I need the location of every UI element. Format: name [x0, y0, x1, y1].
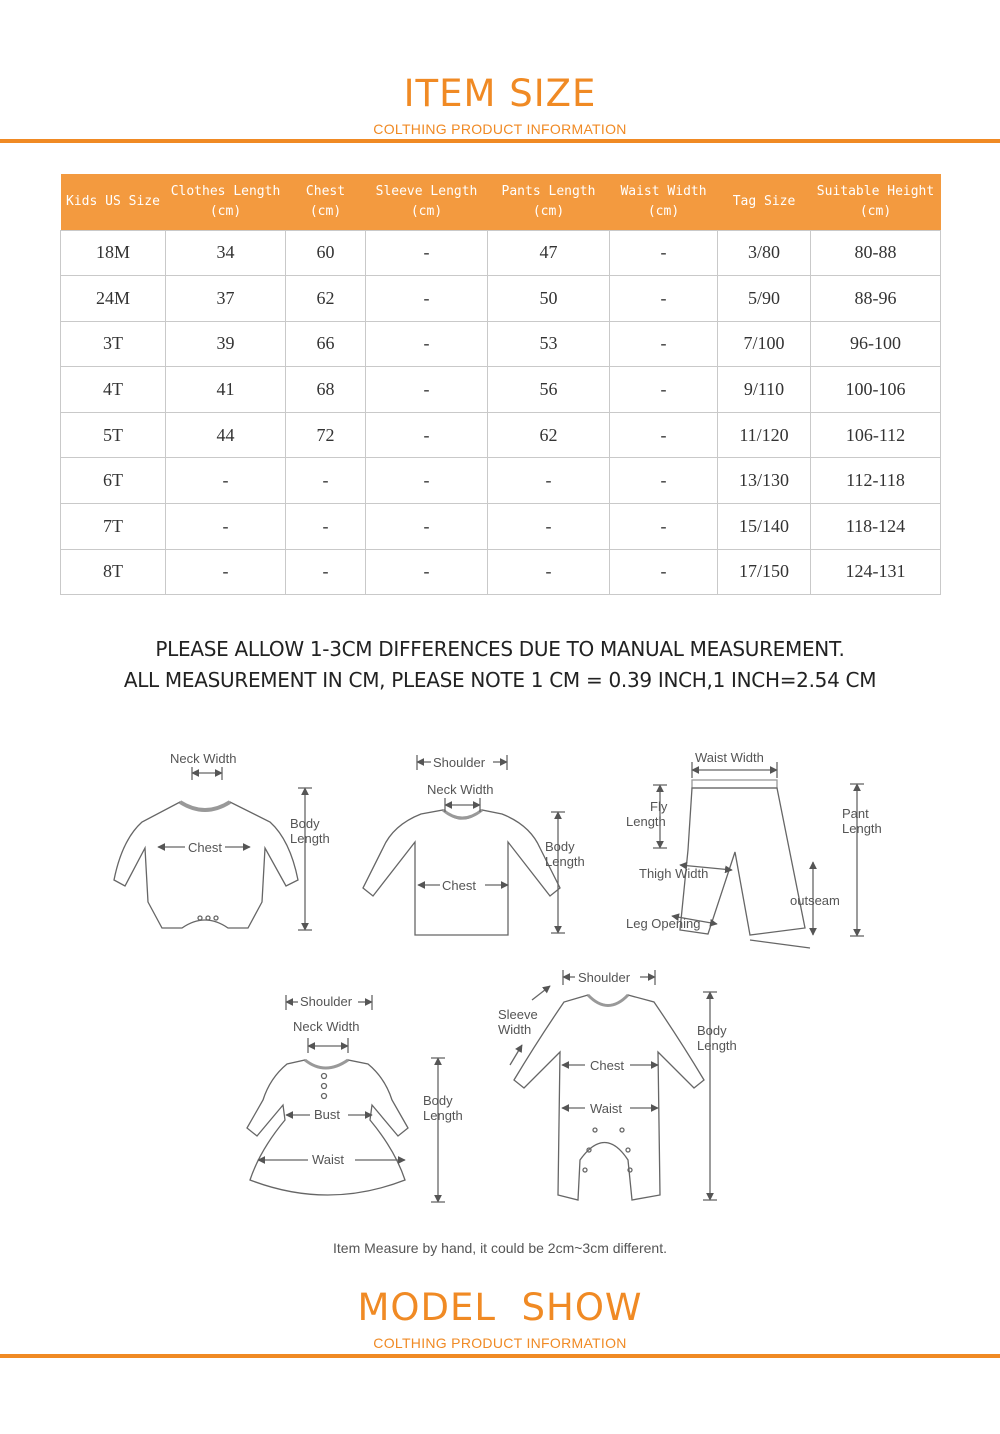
table-cell: 17/150 — [718, 549, 811, 595]
tshirt-shoulder-label: Shoulder — [433, 755, 486, 770]
table-cell: - — [166, 458, 286, 504]
tshirt-neck-label: Neck Width — [427, 782, 494, 797]
table-cell: - — [488, 458, 610, 504]
table-cell: 41 — [166, 367, 286, 413]
pants-waist-label: Waist Width — [695, 750, 764, 765]
table-cell: - — [610, 549, 718, 595]
item-size-header — [0, 72, 1000, 137]
pants-fly-label-2: Length — [626, 814, 666, 829]
header-suitable-height: Suitable Height (cm) — [811, 174, 941, 230]
table-cell: 8T — [61, 549, 166, 595]
header-waist-width: Waist Width (cm) — [610, 174, 718, 230]
table-cell: 100-106 — [811, 367, 941, 413]
table-header-row — [61, 174, 941, 230]
size-table — [60, 174, 941, 595]
table-cell: 96-100 — [811, 321, 941, 367]
table-cell: - — [286, 458, 366, 504]
table-cell: - — [366, 321, 488, 367]
table-cell: - — [610, 367, 718, 413]
table-cell: 80-88 — [811, 230, 941, 276]
table-cell: 34 — [166, 230, 286, 276]
table-row — [61, 230, 941, 276]
table-cell: - — [610, 412, 718, 458]
table-cell: - — [286, 549, 366, 595]
romper-chest-label: Chest — [590, 1058, 624, 1073]
bodysuit-chest-label: Chest — [188, 840, 222, 855]
dress-neck-label: Neck Width — [293, 1019, 360, 1034]
table-cell: 37 — [166, 276, 286, 322]
pants-thigh-label: Thigh Width — [639, 866, 709, 881]
table-cell: - — [610, 230, 718, 276]
romper-body-label-2: Length — [697, 1038, 737, 1053]
dress-body-label-1: Body — [423, 1093, 453, 1108]
measure-footnote: Item Measure by hand, it could be 2cm~3cm different. — [333, 1240, 667, 1256]
table-cell: 24M — [61, 276, 166, 322]
table-cell: - — [610, 321, 718, 367]
table-cell: - — [366, 504, 488, 550]
garment-diagrams-svg — [100, 740, 900, 1220]
table-cell: 7/100 — [718, 321, 811, 367]
table-cell: 106-112 — [811, 412, 941, 458]
dress-body-label-2: Length — [423, 1108, 463, 1123]
model-show-header — [0, 1286, 1000, 1351]
dress-shoulder-label: Shoulder — [300, 994, 353, 1009]
table-cell: 56 — [488, 367, 610, 413]
header-kids-us-size: Kids US Size — [61, 174, 166, 230]
pants-leg-label: Leg Opening — [626, 916, 701, 931]
orange-divider — [0, 139, 1000, 143]
bodysuit-neck-label: Neck Width — [170, 751, 237, 766]
table-cell: 62 — [286, 276, 366, 322]
table-row — [61, 367, 941, 413]
table-cell: - — [366, 549, 488, 595]
note-line-1: PLEASE ALLOW 1-3CM DIFFERENCES DUE TO MANUAL MEASUREMENT. — [155, 637, 845, 661]
header-clothes-length: Clothes Length (cm) — [166, 174, 286, 230]
item-size-title: ITEM SIZE — [403, 72, 597, 115]
table-cell: 39 — [166, 321, 286, 367]
table-cell: 4T — [61, 367, 166, 413]
bodysuit-body-label-2: Length — [290, 831, 330, 846]
table-row — [61, 276, 941, 322]
tshirt-body-label-2: Length — [545, 854, 585, 869]
pants-length-label-1: Pant — [842, 806, 869, 821]
table-row — [61, 458, 941, 504]
header-chest: Chest (cm) — [286, 174, 366, 230]
pants-length-label-2: Length — [842, 821, 882, 836]
measurement-notes — [0, 634, 1000, 696]
table-cell: - — [286, 504, 366, 550]
note-line-2: ALL MEASUREMENT IN CM, PLEASE NOTE 1 CM = 0.39 INCH,1 INCH=2.54 CM — [123, 668, 877, 692]
table-cell: 53 — [488, 321, 610, 367]
table-cell: 18M — [61, 230, 166, 276]
table-cell: 6T — [61, 458, 166, 504]
table-cell: 13/130 — [718, 458, 811, 504]
romper-waist-label: Waist — [590, 1101, 623, 1116]
table-cell: 60 — [286, 230, 366, 276]
table-cell: 9/110 — [718, 367, 811, 413]
model-show-title: MODEL SHOW — [357, 1286, 643, 1329]
table-row — [61, 412, 941, 458]
table-cell: 72 — [286, 412, 366, 458]
table-cell: - — [488, 504, 610, 550]
romper-sleeve-label-1: Sleeve — [498, 1007, 538, 1022]
table-cell: 44 — [166, 412, 286, 458]
table-cell: 124-131 — [811, 549, 941, 595]
table-cell: - — [366, 458, 488, 504]
table-cell: 62 — [488, 412, 610, 458]
header-sleeve-length: Sleeve Length (cm) — [366, 174, 488, 230]
table-cell: - — [610, 458, 718, 504]
romper-body-label-1: Body — [697, 1023, 727, 1038]
table-cell: - — [610, 276, 718, 322]
table-cell: 50 — [488, 276, 610, 322]
table-cell: 3/80 — [718, 230, 811, 276]
table-cell: - — [366, 276, 488, 322]
table-cell: 7T — [61, 504, 166, 550]
bodysuit-body-label-1: Body — [290, 816, 320, 831]
pants-outseam-label: outseam — [790, 893, 840, 908]
table-cell: - — [366, 367, 488, 413]
header-pants-length: Pants Length (cm) — [488, 174, 610, 230]
table-cell: - — [610, 504, 718, 550]
table-cell: 118-124 — [811, 504, 941, 550]
romper-sleeve-label-2: Width — [498, 1022, 532, 1037]
table-cell: 47 — [488, 230, 610, 276]
header-tag-size: Tag Size — [718, 174, 811, 230]
table-cell: - — [366, 412, 488, 458]
table-cell: 3T — [61, 321, 166, 367]
table-row — [61, 321, 941, 367]
table-cell: 112-118 — [811, 458, 941, 504]
romper-shoulder-label: Shoulder — [578, 970, 631, 985]
table-cell: 15/140 — [718, 504, 811, 550]
dress-waist-label: Waist — [312, 1152, 345, 1167]
dress-bust-label: Bust — [314, 1107, 341, 1122]
item-size-subtitle: COLTHING PRODUCT INFORMATION — [373, 121, 627, 137]
romper-drawing — [510, 970, 717, 1200]
table-cell: 5T — [61, 412, 166, 458]
table-cell: 11/120 — [718, 412, 811, 458]
table-row — [61, 549, 941, 595]
tshirt-body-label-1: Body — [545, 839, 575, 854]
table-cell: 88-96 — [811, 276, 941, 322]
table-cell: - — [366, 230, 488, 276]
table-cell: - — [488, 549, 610, 595]
table-cell: - — [166, 504, 286, 550]
table-cell: 66 — [286, 321, 366, 367]
orange-divider-bottom — [0, 1354, 1000, 1358]
table-cell: 68 — [286, 367, 366, 413]
model-show-subtitle: COLTHING PRODUCT INFORMATION — [373, 1335, 627, 1351]
table-cell: 5/90 — [718, 276, 811, 322]
pants-fly-label-1: Fly — [650, 799, 668, 814]
tshirt-chest-label: Chest — [442, 878, 476, 893]
table-row — [61, 504, 941, 550]
table-cell: - — [166, 549, 286, 595]
measurement-diagrams — [100, 740, 900, 1220]
